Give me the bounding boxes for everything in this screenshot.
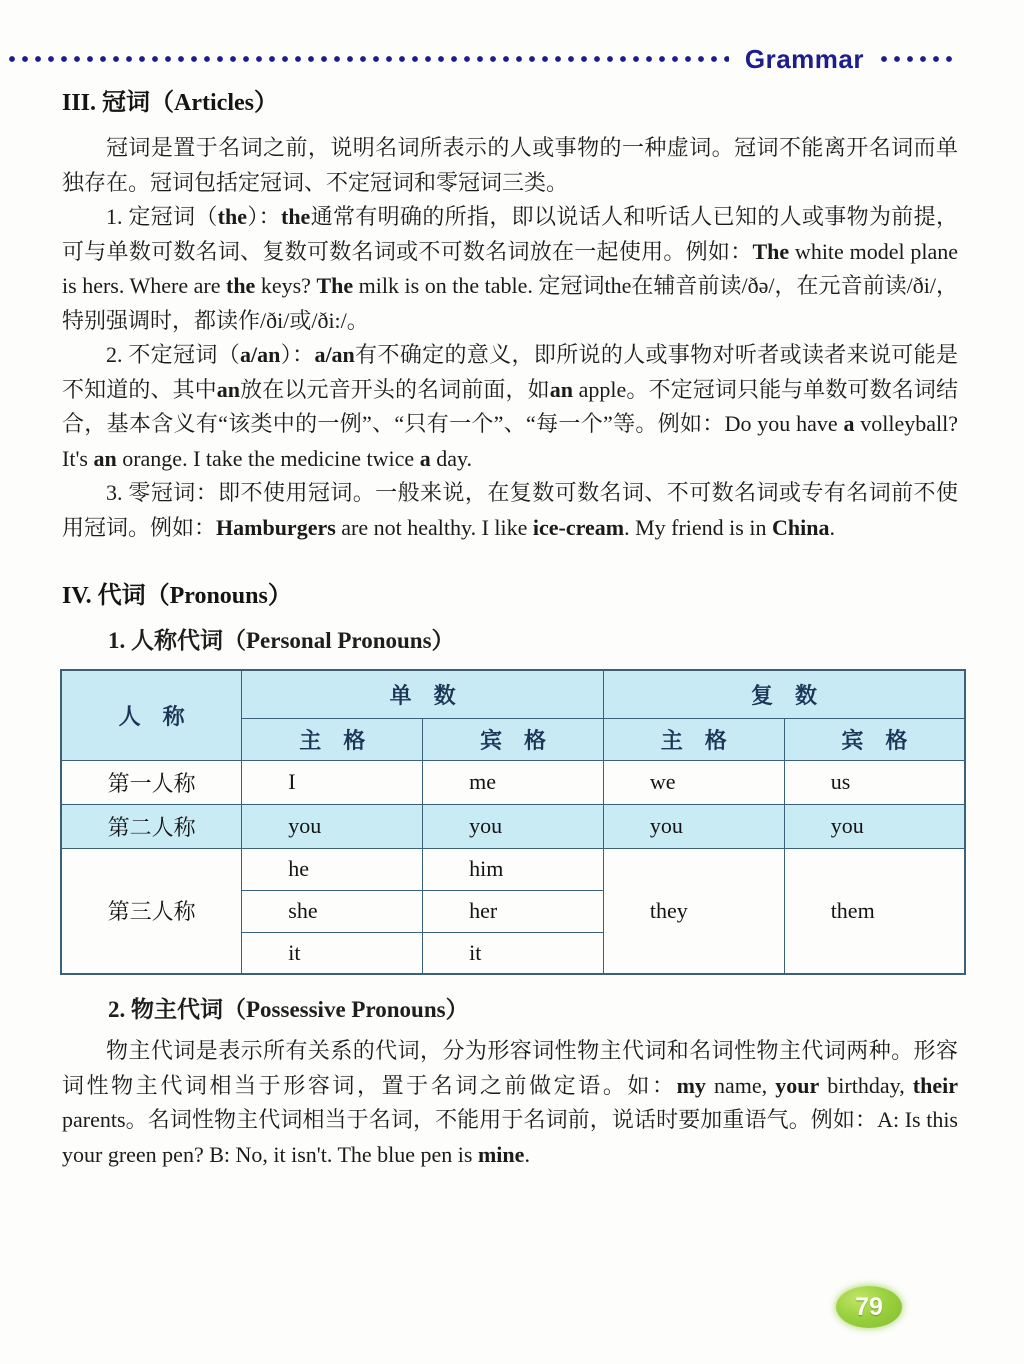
header-cell-objective-plural: 宾 格 (784, 718, 965, 760)
definite-article-paragraph: 1. 定冠词（the）：the通常有明确的所指，即以说话人和听话人已知的人或事物为前提，可与单数可数名词、复数可数名词或不可数名词放在一起使用。例如：The white model plane is hers. Where are the keys? The milk is on the table. 定冠词the在辅音前读/ðə/，在元音前读/ði/，特别强调时，都读作/ði/或/ði:/。 (62, 204, 958, 333)
subheading-possessive-pronouns: 2. 物主代词（Possessive Pronouns） (108, 997, 469, 1022)
cell-first-person-label: 第一人称 (61, 760, 242, 804)
table-header-row-groups (61, 670, 965, 718)
dotted-line-left (8, 55, 729, 63)
section-heading-articles: III. 冠词（Articles） (62, 90, 278, 116)
cell-first-pl-nom: we (603, 760, 784, 804)
table-row-first-person (61, 760, 965, 804)
cell-third-it-nom: it (242, 932, 423, 974)
header-cell-objective-singular: 宾 格 (423, 718, 604, 760)
table-row-third-person-he (61, 848, 965, 890)
articles-body (62, 131, 958, 545)
cell-first-pl-obj: us (784, 760, 965, 804)
cell-first-sg-obj: me (423, 760, 604, 804)
cell-second-person-label: 第二人称 (61, 804, 242, 848)
cell-first-sg-nom: I (242, 760, 423, 804)
page-content (62, 82, 958, 1172)
grammar-header-label: Grammar (744, 44, 864, 74)
zero-article-paragraph: 3. 零冠词：即不使用冠词。一般来说，在复数可数名词、不可数名词或专有名词前不使用冠词。例如：Hamburgers are not healthy. I like ice-cream. My friend is in China. (62, 480, 958, 540)
possessive-pronouns-paragraph: 物主代词是表示所有关系的代词，分为形容词性物主代词和名词性物主代词两种。形容词性物主代词相当于形容词，置于名词之前做定语。如：my name, your birthday, their parents。名词性物主代词相当于名词，不能用于名词前，说话时要加重语气。例如：A: Is this your green pen? B: No, it isn't. The blue pen is mine. (62, 1038, 958, 1167)
header-rule (8, 46, 958, 72)
header-cell-nominative-singular: 主 格 (242, 718, 423, 760)
cell-second-pl-obj: you (784, 804, 965, 848)
cell-second-sg-obj: you (423, 804, 604, 848)
cell-third-person-label: 第三人称 (61, 848, 242, 974)
subheading-personal-pronouns: 1. 人称代词（Personal Pronouns） (108, 628, 455, 653)
section-heading-pronouns: IV. 代词（Pronouns） (62, 583, 292, 609)
personal-pronouns-table (60, 669, 966, 975)
cell-second-sg-nom: you (242, 804, 423, 848)
dotted-line-right (880, 55, 958, 63)
cell-third-it-obj: it (423, 932, 604, 974)
cell-third-her: her (423, 890, 604, 932)
page-number: 79 (855, 1292, 883, 1321)
header-cell-singular: 单 数 (242, 670, 604, 718)
cell-third-he: he (242, 848, 423, 890)
page-number-badge (836, 1286, 902, 1328)
indefinite-article-paragraph: 2. 不定冠词（a/an）：a/an有不确定的意义，即所说的人或事物对听者或读者来说可能是不知道的、其中an放在以元音开头的名词前面，如an apple。不定冠词只能与单数可数名词结合，基本含义有“该类中的一例”、“只有一个”、“每一个”等。例如：Do you have a volleyball? It's an orange. I take the medicine twice a day. (62, 342, 958, 471)
header-cell-person: 人 称 (61, 670, 242, 760)
cell-third-she: she (242, 890, 423, 932)
cell-third-pl-obj: them (784, 848, 965, 974)
header-cell-nominative-plural: 主 格 (603, 718, 784, 760)
table-row-second-person (61, 804, 965, 848)
cell-second-pl-nom: you (603, 804, 784, 848)
header-cell-plural: 复 数 (603, 670, 965, 718)
cell-third-pl-nom: they (603, 848, 784, 974)
articles-intro-paragraph: 冠词是置于名词之前，说明名词所表示的人或事物的一种虚词。冠词不能离开名词而单独存在。冠词包括定冠词、不定冠词和零冠词三类。 (62, 135, 958, 195)
cell-third-him: him (423, 848, 604, 890)
